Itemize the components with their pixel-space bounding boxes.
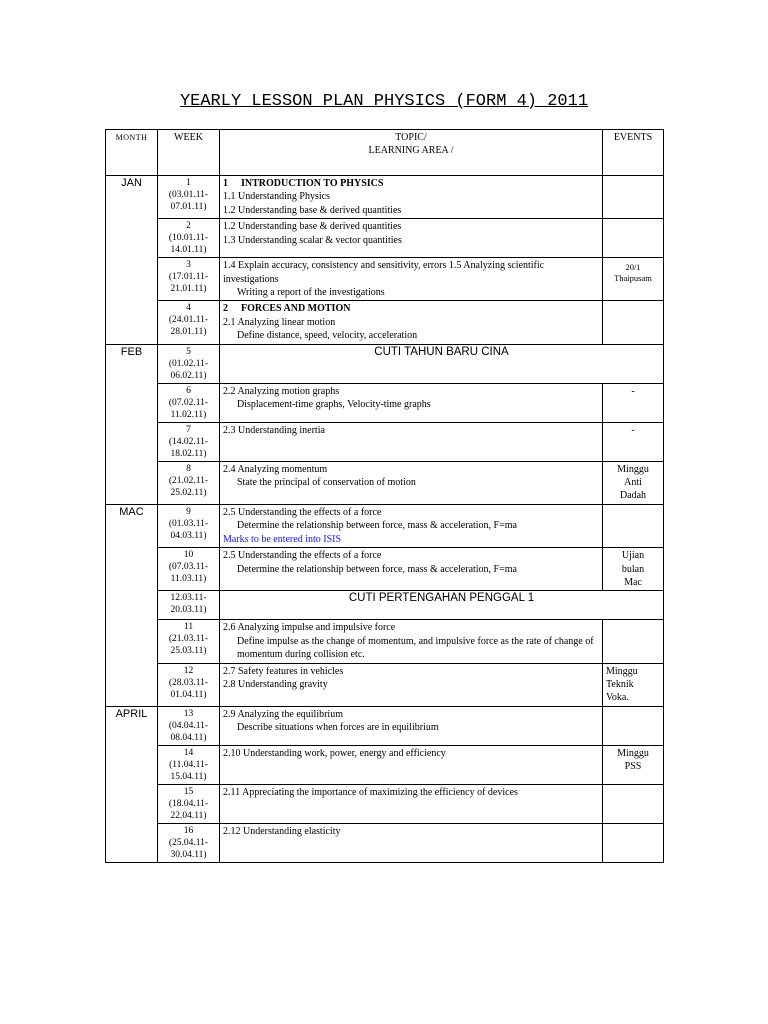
topic-subline: Writing a report of the investigations — [237, 287, 385, 299]
week-number: 4 — [186, 303, 191, 314]
week-cell — [158, 663, 220, 706]
isis-note: Marks to be entered into ISIS — [223, 533, 342, 545]
header-topic-line2: LEARNING AREA / — [368, 145, 454, 157]
week-number: 9 — [186, 506, 191, 517]
week-date-end: 06.02.11) — [170, 370, 207, 381]
topic-line: 1.4 Explain accuracy, consistency and sensitivity, errors 1.5 Analyzing scientific investigations — [223, 260, 545, 285]
topic-subline: Define distance, speed, velocity, acceleration — [237, 330, 418, 342]
header-week: WEEK — [158, 130, 220, 176]
week-number: 3 — [186, 260, 191, 271]
topic-cell — [220, 422, 603, 461]
topic-line: 2.5 Understanding the effects of a force — [223, 506, 382, 518]
topic-subline: State the principal of conservation of motion — [237, 477, 416, 489]
topic-cell — [220, 383, 603, 422]
header-topic-line1: TOPIC/ — [395, 132, 427, 143]
topic-line: 2.1 Analyzing linear motion — [223, 316, 336, 328]
week-date-start: (17.01.11- — [168, 272, 209, 283]
week-date-end: 25.02.11) — [170, 487, 207, 498]
page-title: YEARLY LESSON PLAN PHYSICS (FORM 4) 2011 — [179, 92, 589, 111]
week-date-start: (07.03.11- — [168, 562, 209, 573]
week-number: 2 — [186, 221, 191, 232]
holiday-cell: CUTI TAHUN BARU CINA — [220, 344, 664, 383]
week-date-end: 22.04.11) — [170, 810, 207, 821]
month-cell: MAC — [106, 504, 158, 706]
table-row — [106, 219, 664, 258]
header-topic — [220, 130, 603, 176]
topic-line: 2.3 Understanding inertia — [223, 424, 325, 436]
topic-cell — [220, 784, 603, 823]
week-number: 15 — [183, 786, 194, 797]
event-cell — [603, 745, 664, 784]
event-cell — [603, 823, 664, 862]
table-row — [106, 784, 664, 823]
topic-line: 2.7 Safety features in vehicles — [223, 665, 344, 677]
event-line: - — [631, 424, 635, 436]
event-cell — [603, 176, 664, 219]
week-number: 11 — [183, 622, 194, 633]
table-row — [106, 620, 664, 663]
table-row — [106, 461, 664, 504]
week-cell — [158, 422, 220, 461]
event-line: Minggu — [606, 665, 638, 677]
event-cell — [603, 504, 664, 547]
topic-line: 1.2 Understanding base & derived quantities — [223, 221, 402, 233]
topic-line: 1.2 Understanding base & derived quantities — [223, 204, 402, 216]
week-date-end: 21.01.11) — [170, 284, 207, 295]
topic-cell — [220, 301, 603, 344]
event-line: 20/1 — [625, 262, 641, 273]
topic-cell — [220, 219, 603, 258]
topic-cell — [220, 823, 603, 862]
event-line: Thaipusam — [614, 273, 652, 284]
week-date-start: (24.01.11- — [168, 315, 209, 326]
week-number: 7 — [186, 424, 191, 435]
week-date-end: 30.04.11) — [170, 849, 207, 860]
event-cell — [603, 663, 664, 706]
week-cell — [158, 504, 220, 547]
topic-line: 1.3 Understanding scalar & vector quantities — [223, 234, 402, 246]
week-date-end: 28.01.11) — [170, 327, 207, 338]
topic-line: 2.8 Understanding gravity — [223, 678, 328, 690]
topic-cell — [220, 504, 603, 547]
topic-line: 2.6 Analyzing impulse and impulsive force — [223, 622, 396, 634]
month-cell: JAN — [106, 176, 158, 345]
event-cell — [603, 219, 664, 258]
event-line: bulan — [621, 563, 645, 575]
topic-subline: Determine the relationship between force, mass & acceleration, F=ma — [237, 520, 517, 532]
table-row — [106, 548, 664, 591]
week-date-start: (07.02.11- — [168, 397, 209, 408]
topic-line: 2.4 Analyzing momentum — [223, 463, 328, 475]
table-row — [106, 663, 664, 706]
week-cell — [158, 461, 220, 504]
week-date-end: 01.04.11) — [170, 689, 207, 700]
table-row — [106, 706, 664, 745]
topic-heading: 2 FORCES AND MOTION — [223, 303, 351, 315]
week-cell — [158, 383, 220, 422]
table-row — [106, 176, 664, 219]
week-cell — [158, 784, 220, 823]
event-line: Teknik — [606, 678, 634, 690]
week-date-start: (04.04.11- — [168, 720, 209, 731]
topic-subline: Define impulse as the change of momentum, and impulsive force as the rate of change of momentum during collision etc. — [237, 635, 594, 661]
table-row — [106, 823, 664, 862]
table-row — [106, 422, 664, 461]
week-date-start: (25.04.11- — [168, 837, 209, 848]
table-row — [106, 591, 664, 620]
event-line: Minggu — [617, 463, 649, 475]
week-cell — [158, 591, 220, 620]
event-cell — [603, 706, 664, 745]
week-date-end: 04.03.11) — [170, 530, 207, 541]
week-date-end: 18.02.11) — [170, 448, 207, 459]
week-date-start: (28.03.11- — [168, 677, 209, 688]
week-date-end: 25.03.11) — [170, 646, 207, 657]
event-cell — [603, 784, 664, 823]
week-date-end: 11.02.11) — [170, 409, 207, 420]
event-cell — [603, 383, 664, 422]
header-month: MONTH — [106, 130, 158, 176]
week-date-end: 07.01.11) — [170, 202, 207, 212]
event-line: Anti — [624, 477, 642, 489]
topic-subline: Displacement-time graphs, Velocity-time graphs — [237, 399, 431, 411]
week-date-start: (01.02.11- — [168, 358, 209, 369]
lesson-plan-table — [105, 129, 664, 863]
week-date-start: (03.01.11- — [168, 190, 209, 200]
table-row — [106, 301, 664, 344]
week-cell — [158, 219, 220, 258]
table-row — [106, 504, 664, 547]
week-date-start: (11.04.11- — [169, 759, 208, 770]
event-line: Mac — [624, 576, 642, 588]
week-number: 8 — [186, 463, 191, 474]
week-date-end: 20.03.11) — [170, 605, 207, 616]
week-cell — [158, 823, 220, 862]
event-cell — [603, 258, 664, 301]
holiday-cell: CUTI PERTENGAHAN PENGGAL 1 — [220, 591, 664, 620]
topic-cell — [220, 706, 603, 745]
event-line: - — [631, 385, 635, 397]
topic-heading: 1 INTRODUCTION TO PHYSICS — [223, 178, 384, 189]
week-number: 6 — [186, 385, 191, 396]
week-number: 16 — [183, 825, 194, 836]
week-number: 5 — [186, 346, 191, 357]
event-line: PSS — [624, 761, 642, 773]
week-date-end: 14.01.11) — [170, 245, 207, 256]
event-cell — [603, 620, 664, 663]
header-row — [106, 130, 664, 176]
week-date-end: 15.04.11) — [170, 771, 207, 782]
header-events: EVENTS — [603, 130, 664, 176]
week-cell — [158, 344, 220, 383]
week-number: 1 — [186, 178, 191, 188]
topic-line: 2.5 Understanding the effects of a force — [223, 550, 382, 562]
topic-line: 2.9 Analyzing the equilibrium — [223, 708, 343, 720]
event-line: Ujian — [621, 550, 645, 562]
topic-subline: Describe situations when forces are in equilibrium — [237, 722, 439, 734]
topic-cell — [220, 620, 603, 663]
week-date-end: 11.03.11) — [170, 574, 207, 585]
topic-cell — [220, 258, 603, 301]
week-cell — [158, 706, 220, 745]
topic-line: 2.11 Appreciating the importance of maximizing the efficiency of devices — [223, 786, 518, 798]
topic-line: 2.10 Understanding work, power, energy and efficiency — [223, 747, 446, 759]
topic-cell — [220, 176, 603, 219]
event-cell — [603, 548, 664, 591]
table-row — [106, 258, 664, 301]
week-date-start: (14.02.11- — [168, 436, 209, 447]
topic-line: 2.2 Analyzing motion graphs — [223, 385, 340, 397]
topic-line: 1.1 Understanding Physics — [223, 191, 330, 203]
topic-cell — [220, 548, 603, 591]
topic-subline: Determine the relationship between force, mass & acceleration, F=ma — [237, 563, 517, 575]
topic-cell — [220, 663, 603, 706]
week-cell — [158, 745, 220, 784]
week-cell — [158, 620, 220, 663]
topic-cell — [220, 461, 603, 504]
week-number: 10 — [183, 550, 194, 561]
month-cell: FEB — [106, 344, 158, 504]
week-cell — [158, 548, 220, 591]
week-number: 12 — [183, 665, 194, 676]
table-row — [106, 383, 664, 422]
week-number: 13 — [183, 708, 194, 719]
event-line: Dadah — [619, 490, 647, 502]
week-date-start: (21.02.11- — [168, 475, 209, 486]
month-cell: APRIL — [106, 706, 158, 862]
table-row — [106, 745, 664, 784]
week-number: 14 — [183, 747, 194, 758]
topic-cell — [220, 745, 603, 784]
week-cell — [158, 258, 220, 301]
table-row — [106, 344, 664, 383]
event-line: Voka. — [606, 692, 629, 704]
week-cell — [158, 301, 220, 344]
event-cell — [603, 422, 664, 461]
week-date-start: (21.03.11- — [168, 634, 209, 645]
week-date-start: (10.01.11- — [168, 233, 209, 244]
event-line: Minggu — [617, 747, 649, 759]
week-cell — [158, 176, 220, 219]
event-cell — [603, 461, 664, 504]
week-date-end: 08.04.11) — [170, 732, 207, 743]
topic-line: 2.12 Understanding elasticity — [223, 825, 341, 837]
event-cell — [603, 301, 664, 344]
week-date-start: 12.03.11- — [170, 593, 207, 604]
week-date-start: (01.03.11- — [168, 518, 209, 529]
week-date-start: (18.04.11- — [168, 798, 209, 809]
